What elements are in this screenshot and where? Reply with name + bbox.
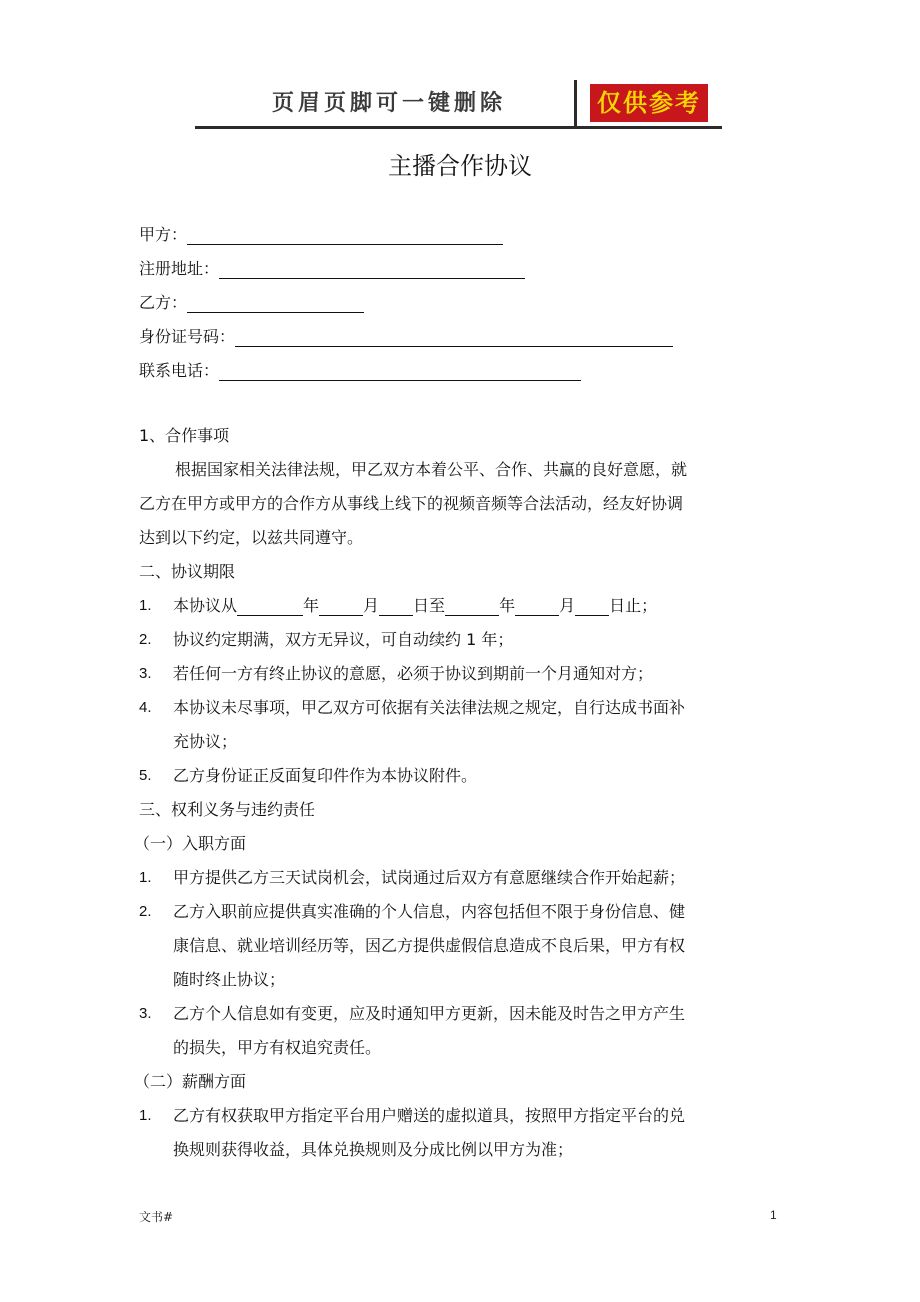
term-text: 年 xyxy=(499,596,516,615)
id-number-field xyxy=(139,324,673,347)
list-item: 甲方提供乙方三天试岗机会，试岗通过后双方有意愿继续合作开始起薪； xyxy=(173,868,686,887)
paragraph-line: 达到以下约定，以兹共同遵守。 xyxy=(139,528,364,547)
header-rule xyxy=(195,126,722,129)
end-month-blank[interactable] xyxy=(515,599,559,616)
end-day-blank[interactable] xyxy=(575,599,609,616)
term-text: 月 xyxy=(363,596,380,615)
section-heading: 二、协议期限 xyxy=(139,562,236,581)
section-heading: 1、合作事项 xyxy=(139,426,230,445)
list-number: 1. xyxy=(139,597,152,614)
reg-address-field xyxy=(139,256,525,279)
list-item: 乙方身份证正反面复印件作为本协议附件。 xyxy=(173,766,478,785)
list-item: 乙方入职前应提供真实准确的个人信息，内容包括但不限于身份信息、健 xyxy=(173,902,686,921)
paragraph-line: 乙方在甲方或甲方的合作方从事线上线下的视频音频等合法活动，经友好协调 xyxy=(139,494,684,513)
phone-blank[interactable] xyxy=(219,362,581,381)
page-number: 1 xyxy=(770,1208,777,1222)
party-a-label: 甲方： xyxy=(139,225,188,244)
term-text: 本协议从 xyxy=(173,596,238,615)
end-year-blank[interactable] xyxy=(445,599,499,616)
footer-label: 文书# xyxy=(139,1210,174,1224)
list-number: 5. xyxy=(139,767,152,784)
subsection-heading: （一）入职方面 xyxy=(134,834,247,853)
list-number: 4. xyxy=(139,699,152,716)
list-item-continuation: 换规则获得收益，具体兑换规则及分成比例以甲方为准； xyxy=(173,1140,574,1159)
list-item: 本协议未尽事项，甲乙双方可依据有关法律法规之规定，自行达成书面补 xyxy=(173,698,686,717)
list-number: 3. xyxy=(139,1005,152,1022)
subsection-heading: （二）薪酬方面 xyxy=(134,1072,247,1091)
party-a-field xyxy=(139,222,503,245)
term-text: 年 xyxy=(303,596,320,615)
list-item: 乙方个人信息如有变更，应及时通知甲方更新，因未能及时告之甲方产生 xyxy=(173,1004,686,1023)
party-b-field xyxy=(139,290,364,313)
paragraph-line: 根据国家相关法律法规，甲乙双方本着公平、合作、共赢的良好意愿，就 xyxy=(175,460,688,479)
section-heading: 三、权利义务与违约责任 xyxy=(139,800,316,819)
header-divider xyxy=(574,80,577,128)
list-item-continuation: 随时终止协议； xyxy=(173,970,286,989)
start-year-blank[interactable] xyxy=(237,599,303,616)
list-item: 若任何一方有终止协议的意愿，必须于协议到期前一个月通知对方； xyxy=(173,664,654,683)
party-b-label: 乙方： xyxy=(139,293,188,312)
list-number: 3. xyxy=(139,665,152,682)
term-dates-item xyxy=(173,596,657,616)
list-number: 1. xyxy=(139,869,152,886)
party-b-blank[interactable] xyxy=(187,294,364,313)
list-number: 1. xyxy=(139,1107,152,1124)
term-text: 月 xyxy=(559,596,576,615)
start-month-blank[interactable] xyxy=(319,599,363,616)
list-number: 2. xyxy=(139,903,152,920)
reg-address-label: 注册地址： xyxy=(139,259,220,278)
reference-stamp: 仅供参考 xyxy=(590,84,708,122)
term-text: 日至 xyxy=(413,596,446,615)
party-a-blank[interactable] xyxy=(187,226,503,245)
phone-label: 联系电话： xyxy=(139,361,220,380)
term-text: 日止； xyxy=(609,596,658,615)
start-day-blank[interactable] xyxy=(379,599,413,616)
list-item: 协议约定期满，双方无异议，可自动续约 1 年； xyxy=(173,630,514,649)
id-number-blank[interactable] xyxy=(235,328,673,347)
id-number-label: 身份证号码： xyxy=(139,327,236,346)
list-item-continuation: 的损失，甲方有权追究责任。 xyxy=(173,1038,382,1057)
list-item: 乙方有权获取甲方指定平台用户赠送的虚拟道具，按照甲方指定平台的兑 xyxy=(173,1106,686,1125)
phone-field xyxy=(139,358,581,381)
header-text: 页眉页脚可一键删除 xyxy=(272,90,507,116)
document-title: 主播合作协议 xyxy=(388,152,532,180)
list-item-continuation: 康信息、就业培训经历等，因乙方提供虚假信息造成不良后果，甲方有权 xyxy=(173,936,686,955)
list-number: 2. xyxy=(139,631,152,648)
list-item-continuation: 充协议； xyxy=(173,732,238,751)
reg-address-blank[interactable] xyxy=(219,260,525,279)
